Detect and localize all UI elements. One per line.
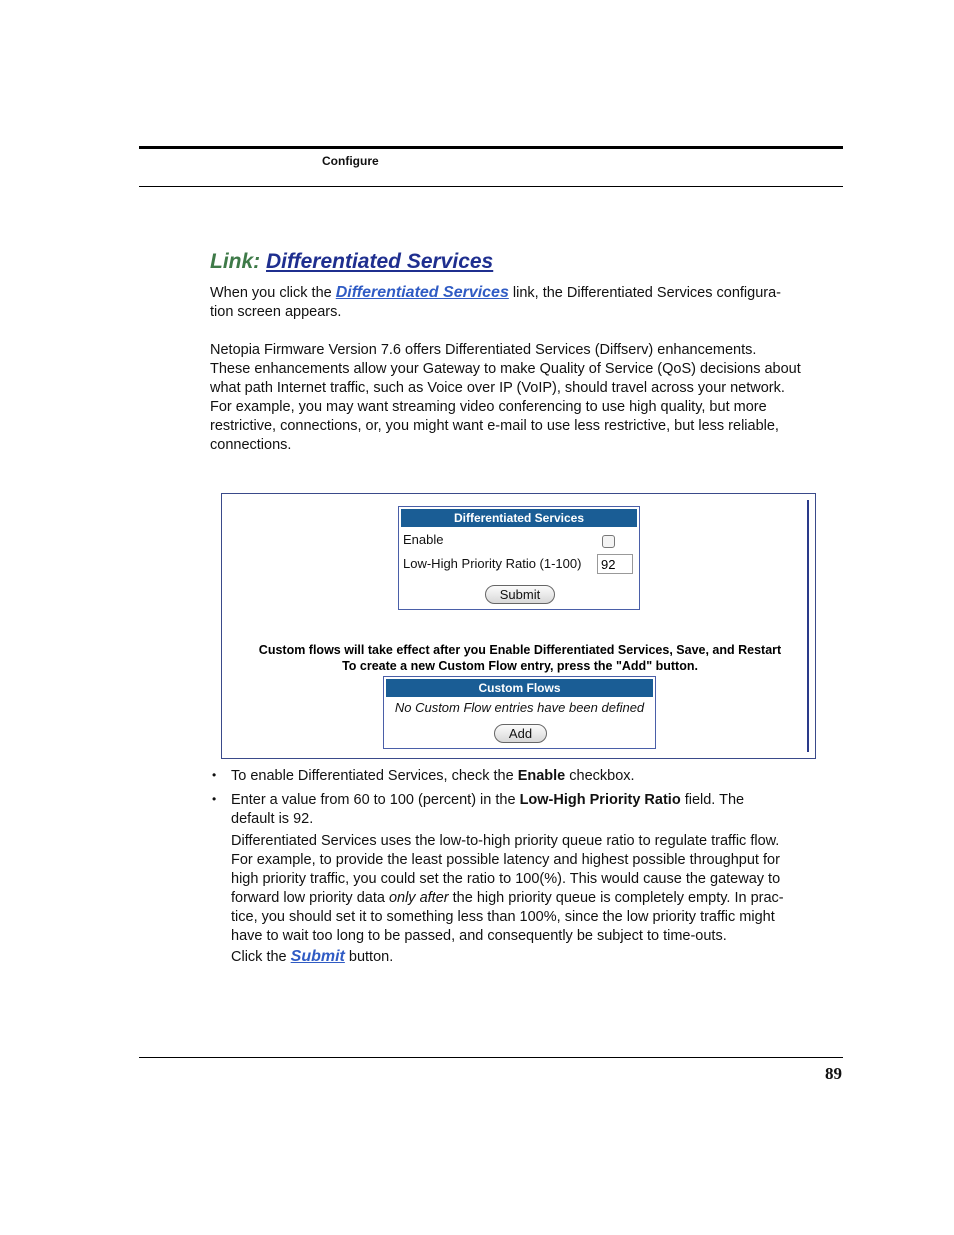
para-line: For example, you may want streaming video conferencing to use high quality, but more — [210, 399, 767, 415]
bullet-bold: Low-High Priority Ratio — [519, 792, 681, 808]
intro-paragraph — [210, 283, 830, 322]
bullet-text: Enter a value from 60 to 100 (percent) in the — [231, 792, 520, 808]
bullet-text: field. The — [680, 792, 745, 808]
click-text: Click the — [231, 949, 291, 965]
explain-line: have to wait too long to be passed, and consequently be subject to time-outs. — [231, 928, 727, 944]
bullet-text: checkbox. — [565, 768, 635, 784]
page-number: 89 — [825, 1064, 842, 1083]
diffserv-paragraph — [210, 341, 830, 455]
cf-panel-header: Custom Flows — [386, 679, 653, 697]
add-button[interactable]: Add — [494, 724, 547, 743]
title-link[interactable]: Differentiated Services — [266, 250, 494, 273]
page-title — [210, 250, 493, 274]
bullet-bold: Enable — [517, 768, 566, 784]
click-submit-instruction — [231, 947, 831, 967]
explain-text: forward low priority data — [231, 890, 389, 906]
bullet-marker: • — [212, 792, 217, 806]
para-line: These enhancements allow your Gateway to make Quality of Service (QoS) decisions about — [210, 361, 801, 377]
header-rule-thick — [139, 146, 843, 149]
explain-italic: only after — [388, 890, 449, 906]
enable-label: Enable — [403, 532, 444, 547]
differentiated-services-link[interactable]: Differentiated Services — [335, 284, 509, 301]
explain-line: high priority traffic, you could set the ratio to 100(%). This would cause the gateway to — [231, 871, 781, 887]
footer-rule — [139, 1057, 843, 1058]
enable-checkbox[interactable] — [602, 535, 615, 548]
para-line: connections. — [210, 437, 292, 453]
section-header: Configure — [322, 154, 379, 168]
explain-line: tice, you should set it to something less than 100%, since the low priority traffic might — [231, 909, 775, 925]
bullet-ratio — [231, 791, 831, 829]
custom-flows-notice: Custom flows will take effect after you Enable Differentiated Services, Save, and Restart — [258, 643, 782, 657]
submit-button[interactable]: Submit — [485, 585, 555, 604]
para-line: restrictive, connections, or, you might want e-mail to use less restrictive, but less reliable, — [210, 418, 779, 434]
ratio-label: Low-High Priority Ratio (1-100) — [403, 556, 582, 571]
bullet-enable — [231, 767, 831, 786]
differentiated-services-panel — [398, 506, 640, 610]
title-prefix: Link: — [210, 250, 261, 273]
para-line: what path Internet traffic, such as Voice over IP (VoIP), should travel across your network. — [210, 380, 785, 396]
bullet-text: default is 92. — [231, 811, 314, 827]
para-line: Netopia Firmware Version 7.6 offers Differentiated Services (Diffserv) enhancements. — [210, 342, 757, 358]
intro-before: When you click the — [210, 285, 336, 301]
frame-scroll-line — [807, 500, 809, 752]
ratio-input[interactable] — [597, 554, 633, 574]
explanation-paragraph — [231, 832, 831, 946]
intro-line2: tion screen appears. — [210, 304, 342, 320]
explain-line: For example, to provide the least possible latency and highest possible throughput for — [231, 852, 780, 868]
custom-flow-instruction: To create a new Custom Flow entry, press the "Add" button. — [342, 659, 698, 673]
submit-link[interactable]: Submit — [290, 948, 345, 965]
click-text: button. — [344, 949, 394, 965]
ds-panel-header: Differentiated Services — [401, 509, 637, 527]
header-rule-thin — [139, 186, 843, 187]
bullet-text: To enable Differentiated Services, check the — [231, 768, 518, 784]
explain-line — [231, 889, 831, 908]
custom-flows-panel — [383, 676, 656, 749]
explain-text: the high priority queue is completely empty. In prac- — [448, 890, 784, 906]
intro-after: link, the Differentiated Services configura- — [508, 285, 782, 301]
explain-line: Differentiated Services uses the low-to-high priority queue ratio to regulate traffic flow. — [231, 833, 780, 849]
bullet-marker: • — [212, 768, 217, 782]
no-custom-flows-message: No Custom Flow entries have been defined — [394, 700, 645, 715]
